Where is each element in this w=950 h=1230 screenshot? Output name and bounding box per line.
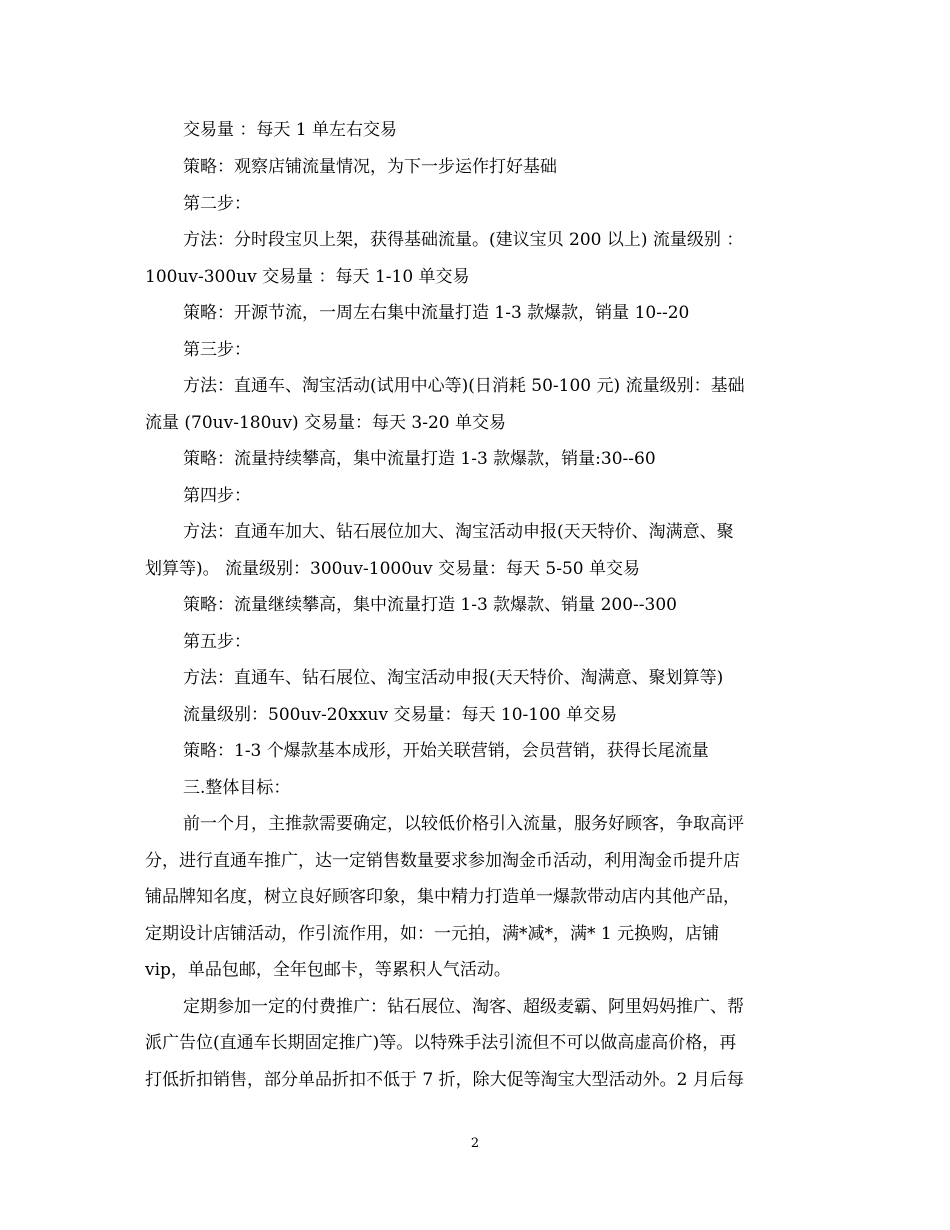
- text-line: 策略：开源节流，一周左右集中流量打造 1-3 款爆款，销量 10--20: [183, 303, 690, 323]
- text-line: 方法：直通车加大、钻石展位加大、淘宝活动申报(天天特价、淘满意、聚: [183, 522, 734, 542]
- text-line: 方法：直通车、钻石展位、淘宝活动申报(天天特价、淘满意、聚划算等): [183, 668, 724, 688]
- step-heading: 第五步：: [183, 632, 251, 652]
- text-line: 100uv-300uv 交易量 ：每天 1-10 单交易: [145, 267, 470, 287]
- text-line: 分，进行直通车推广，达一定销售数量要求参加淘金币活动，利用淘金币提升店: [145, 851, 740, 871]
- step-heading: 第四步：: [183, 486, 251, 506]
- text-line: 打低折扣销售，部分单品折扣不低于 7 折，除大促等淘宝大型活动外。2 月后每: [145, 1070, 744, 1090]
- text-line: 派广告位(直通车长期固定推广)等。以特殊手法引流但不可以做高虚高价格，再: [145, 1033, 737, 1053]
- text-line: vip，单品包邮，全年包邮卡，等累积人气活动。: [145, 960, 511, 980]
- page-number: 2: [470, 1136, 480, 1151]
- text-line: 策略：流量持续攀高，集中流量打造 1-3 款爆款，销量:30--60: [183, 449, 656, 469]
- text-line: 前一个月，主推款需要确定，以较低价格引入流量，服务好顾客，争取高评: [183, 814, 744, 834]
- text-line: 定期设计店铺活动，作引流作用，如：一元拍，满*减*，满* 1 元换购，店铺: [145, 924, 720, 944]
- text-line: 策略：流量继续攀高，集中流量打造 1-3 款爆款、销量 200--300: [183, 595, 677, 615]
- text-line: 流量级别：500uv-20xxuv 交易量：每天 10-100 单交易: [183, 705, 618, 725]
- text-line: 流量 (70uv-180uv) 交易量：每天 3-20 单交易: [145, 413, 507, 433]
- text-line: 划算等)。 流量级别：300uv-1000uv 交易量：每天 5-50 单交易: [145, 559, 640, 579]
- text-line: 定期参加一定的付费推广：钻石展位、淘客、超级麦霸、阿里妈妈推广、帮: [183, 997, 744, 1017]
- step-heading: 第二步：: [183, 194, 251, 214]
- text-line: 策略：1-3 个爆款基本成形，开始关联营销，会员营销，获得长尾流量: [183, 741, 709, 761]
- text-line: 铺品牌知名度，树立良好顾客印象，集中精力打造单一爆款带动店内其他产品，: [145, 887, 740, 907]
- text-line: 交易量 ：每天 1 单左右交易: [183, 120, 398, 140]
- text-line: 方法：直通车、淘宝活动(试用中心等)(日消耗 50-100 元) 流量级别：基础: [183, 376, 745, 396]
- text-line: 策略：观察店铺流量情况，为下一步运作打好基础: [183, 157, 557, 177]
- step-heading: 第三步：: [183, 340, 251, 360]
- section-heading: 三.整体目标：: [183, 778, 291, 798]
- text-line: 方法：分时段宝贝上架，获得基础流量。(建议宝贝 200 以上) 流量级别 ：: [183, 230, 744, 250]
